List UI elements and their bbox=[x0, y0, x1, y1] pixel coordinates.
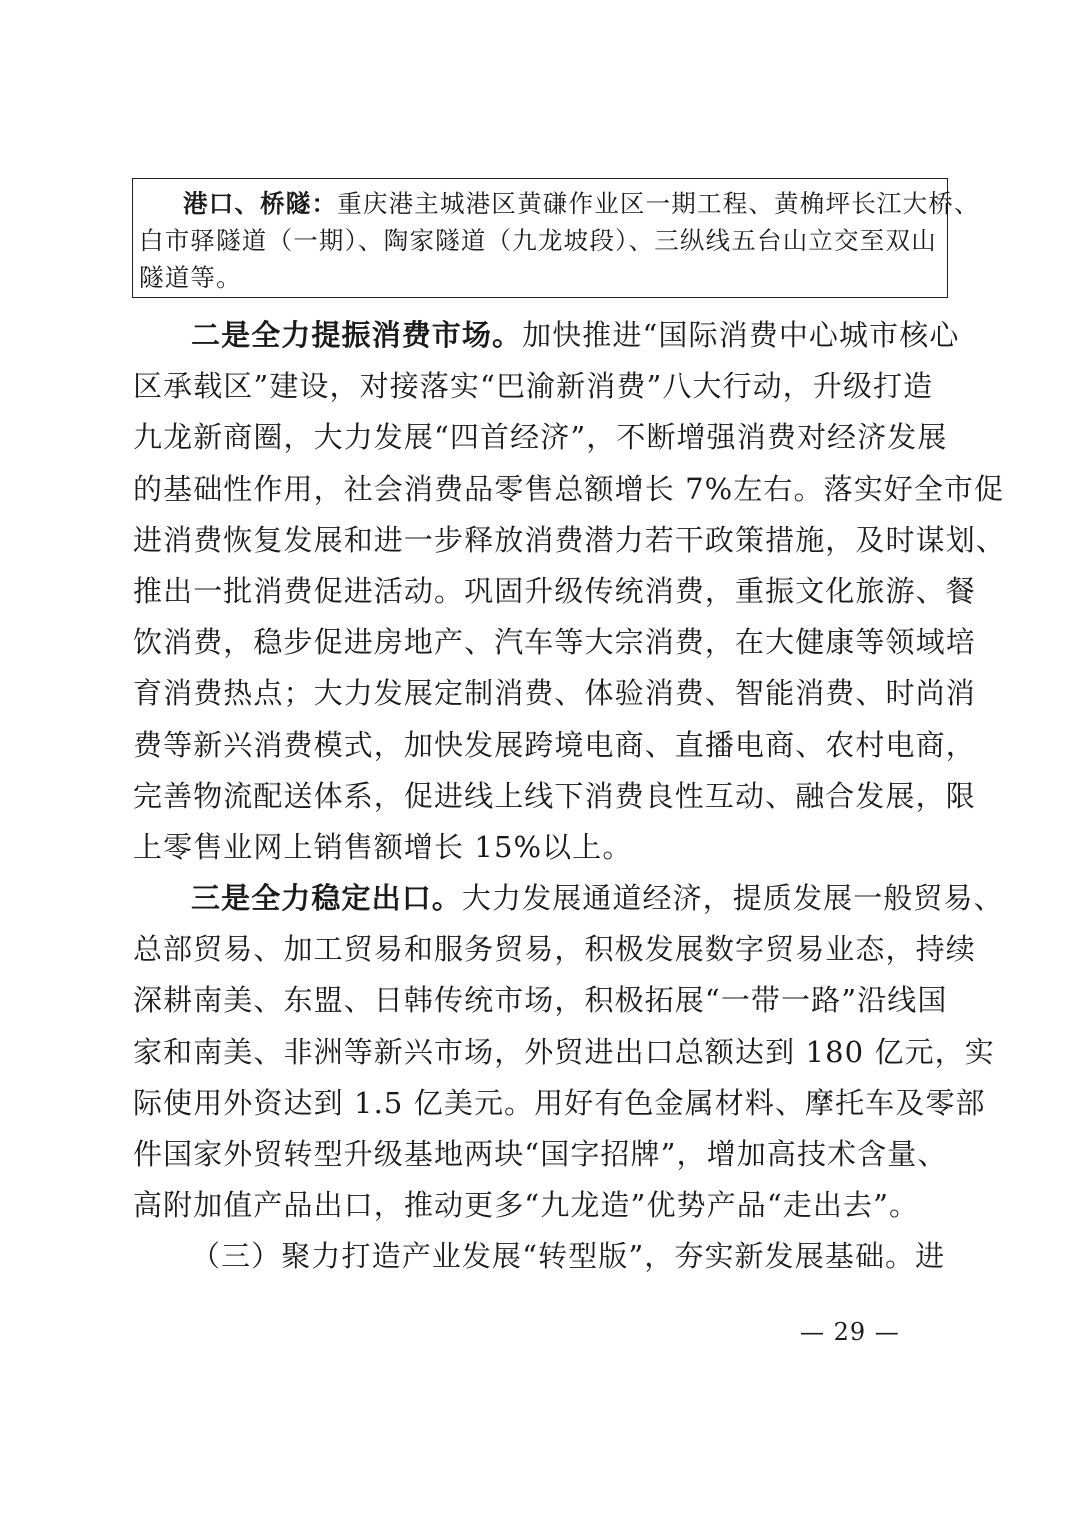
paragraph-line: 费等新兴消费模式，加快发展跨境电商、直播电商、农村电商， bbox=[133, 727, 976, 762]
paragraph-line: 饮消费，稳步促进房地产、汽车等大宗消费，在大健康等领域培 bbox=[133, 625, 976, 660]
paragraph-heading: 三是全力稳定出口。 bbox=[191, 881, 462, 916]
paragraph-line: 上零售业网上销售额增长 15%以上。 bbox=[133, 829, 633, 864]
paragraph-line bbox=[133, 310, 960, 361]
section-heading: （三）聚力打造产业发展“转型版”，夯实新发展基础。 bbox=[191, 1239, 916, 1274]
paragraph-line bbox=[133, 1231, 945, 1282]
page-number: — 29 — bbox=[800, 1318, 900, 1346]
boxed-note-line bbox=[139, 185, 980, 222]
paragraph-heading: 二是全力提振消费市场。 bbox=[191, 318, 523, 352]
paragraph-text: 加快推进“国际消费中心城市核心 bbox=[522, 318, 960, 352]
paragraph-line: 完善物流配送体系，促进线上线下消费良性互动、融合发展，限 bbox=[133, 778, 976, 813]
boxed-note bbox=[132, 178, 980, 298]
paragraph-line: 育消费热点；大力发展定制消费、体验消费、智能消费、时尚消 bbox=[133, 676, 976, 711]
paragraph-line: 总部贸易、加工贸易和服务贸易，积极发展数字贸易业态，持续 bbox=[133, 932, 976, 967]
body-text bbox=[133, 310, 1006, 1283]
paragraph-line: 家和南美、非洲等新兴市场，外贸进出口总额达到 180 亿元，实 bbox=[133, 1034, 995, 1069]
paragraph-line: 深耕南美、东盟、日韩传统市场，积极拓展“一带一路”沿线国 bbox=[133, 983, 948, 1018]
paragraph-line: 的基础性作用，社会消费品零售总额增长 7%左右。落实好全市促 bbox=[133, 471, 1005, 506]
paragraph-text: 进 bbox=[915, 1239, 946, 1274]
boxed-note-line: 隧道等。 bbox=[139, 263, 242, 292]
paragraph-line: 件国家外贸转型升级基地两块“国字招牌”，增加高技术含量、 bbox=[133, 1137, 948, 1171]
boxed-note-label: 港口、桥隧： bbox=[183, 189, 338, 218]
paragraph-line: 区承载区”建设，对接落实“巴渝新消费”八大行动，升级打造 bbox=[133, 369, 934, 404]
paragraph-line: 际使用外资达到 1.5 亿美元。用好有色金属材料、摩托车及零部 bbox=[133, 1085, 986, 1120]
paragraph-line: 推出一批消费促进活动。巩固升级传统消费，重振文化旅游、餐 bbox=[133, 573, 976, 608]
paragraph-line bbox=[133, 873, 1004, 924]
paragraph-line: 进消费恢复发展和进一步释放消费潜力若干政策措施，及时谋划、 bbox=[133, 522, 1006, 557]
paragraph-line: 高附加值产品出口，推动更多“九龙造”优势产品“走出去”。 bbox=[133, 1188, 920, 1223]
paragraph-text: 大力发展通道经济，提质发展一般贸易、 bbox=[461, 881, 1004, 916]
boxed-note-text: 重庆港主城港区黄磏作业区一期工程、黄桷坪长江大桥、 bbox=[337, 189, 980, 218]
boxed-note-line: 白市驿隧道（一期）、陶家隧道（九龙坡段）、三纵线五台山立交至双山 bbox=[139, 226, 937, 255]
paragraph-line: 九龙新商圈，大力发展“四首经济”，不断增强消费对经济发展 bbox=[133, 420, 948, 455]
